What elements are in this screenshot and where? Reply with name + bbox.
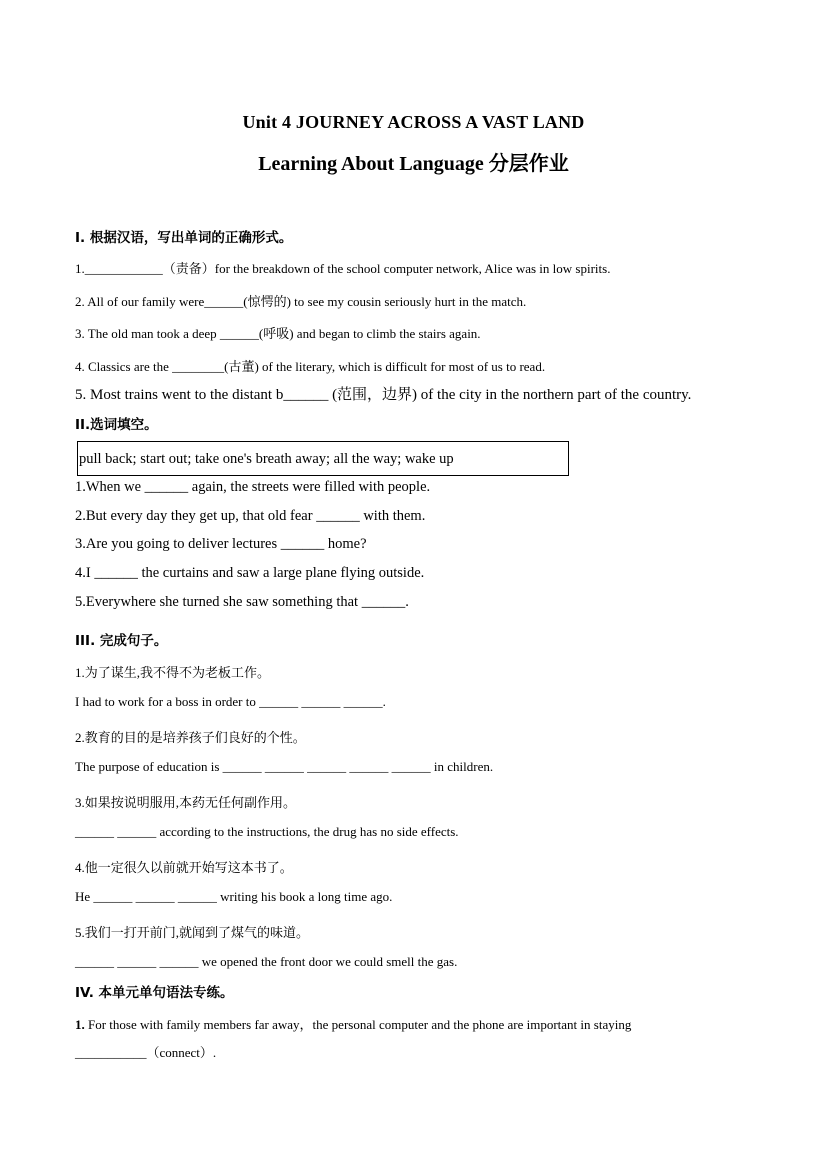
section-1-item-3: 3. The old man took a deep ______(呼吸) and began to climb the stairs again. [75, 326, 481, 341]
section-2-item-5: 5.Everywhere she turned she saw something that ______. [75, 594, 409, 610]
worksheet-title: Unit 4 JOURNEY ACROSS A VAST LAND [242, 112, 585, 132]
section-3-item-3-en: ______ ______ according to the instructions, the drug has no side effects. [75, 824, 459, 839]
section-2-item-3: 3.Are you going to deliver lectures ______ home? [75, 536, 367, 552]
section-4-item-1-line2: ___________（connect）. [75, 1045, 217, 1060]
word-bank-text: pull back; start out; take one's breath away; all the way; wake up [79, 451, 454, 467]
section-3-item-5-cn: 5.我们一打开前门,就闻到了煤气的味道。 [75, 925, 310, 940]
section-4-heading: IV. 本单元单句语法专练。 [75, 985, 234, 1001]
section-1-item-4: 4. Classics are the ________(古董) of the literary, which is difficult for most of us to read. [75, 359, 546, 374]
section-2-item-4: 4.I ______ the curtains and saw a large plane flying outside. [75, 565, 425, 581]
section-3-heading: III. 完成句子。 [75, 633, 168, 649]
section-1-heading: I. 根据汉语，写出单词的正确形式。 [75, 230, 293, 246]
section-1-item-1: 1.____________（责备）for the breakdown of the school computer network, Alice was in low spirits. [75, 261, 611, 276]
section-2-heading: II.选词填空。 [75, 417, 158, 433]
section-4-item-1 [75, 1014, 631, 1033]
section-3-item-3-cn: 3.如果按说明服用,本药无任何副作用。 [75, 795, 297, 810]
section-2-item-1: 1.When we ______ again, the streets were filled with people. [75, 479, 431, 495]
section-2-item-2: 2.But every day they get up, that old fear ______ with them. [75, 508, 426, 524]
word-bank-box [77, 441, 569, 476]
section-3-item-2-en: The purpose of education is ______ ______ ______ ______ ______ in children. [75, 759, 494, 774]
section-3-item-4-en: He ______ ______ ______ writing his book a long time ago. [75, 889, 393, 904]
section-3-item-4-cn: 4.他一定很久以前就开始写这本书了。 [75, 860, 293, 875]
section-3-item-1-cn: 1.为了谋生,我不得不为老板工作。 [75, 665, 271, 680]
section-1-item-5: 5. Most trains went to the distant b______ (范围，边界) of the city in the northern part of the country. [75, 387, 692, 403]
worksheet-subtitle: Learning About Language 分层作业 [258, 153, 569, 175]
section-4-item-number: 1. [75, 1017, 85, 1032]
section-1-item-2: 2. All of our family were______(惊愕的) to see my cousin seriously hurt in the match. [75, 294, 527, 309]
section-3-item-2-cn: 2.教育的目的是培养孩子们良好的个性。 [75, 730, 306, 745]
section-3-item-5-en: ______ ______ ______ we opened the front door we could smell the gas. [75, 954, 458, 969]
section-3-item-1-en: I had to work for a boss in order to ______ ______ ______. [75, 694, 386, 709]
section-4-item-1-line1: For those with family members far away，the personal computer and the phone are important in staying [88, 1017, 632, 1032]
